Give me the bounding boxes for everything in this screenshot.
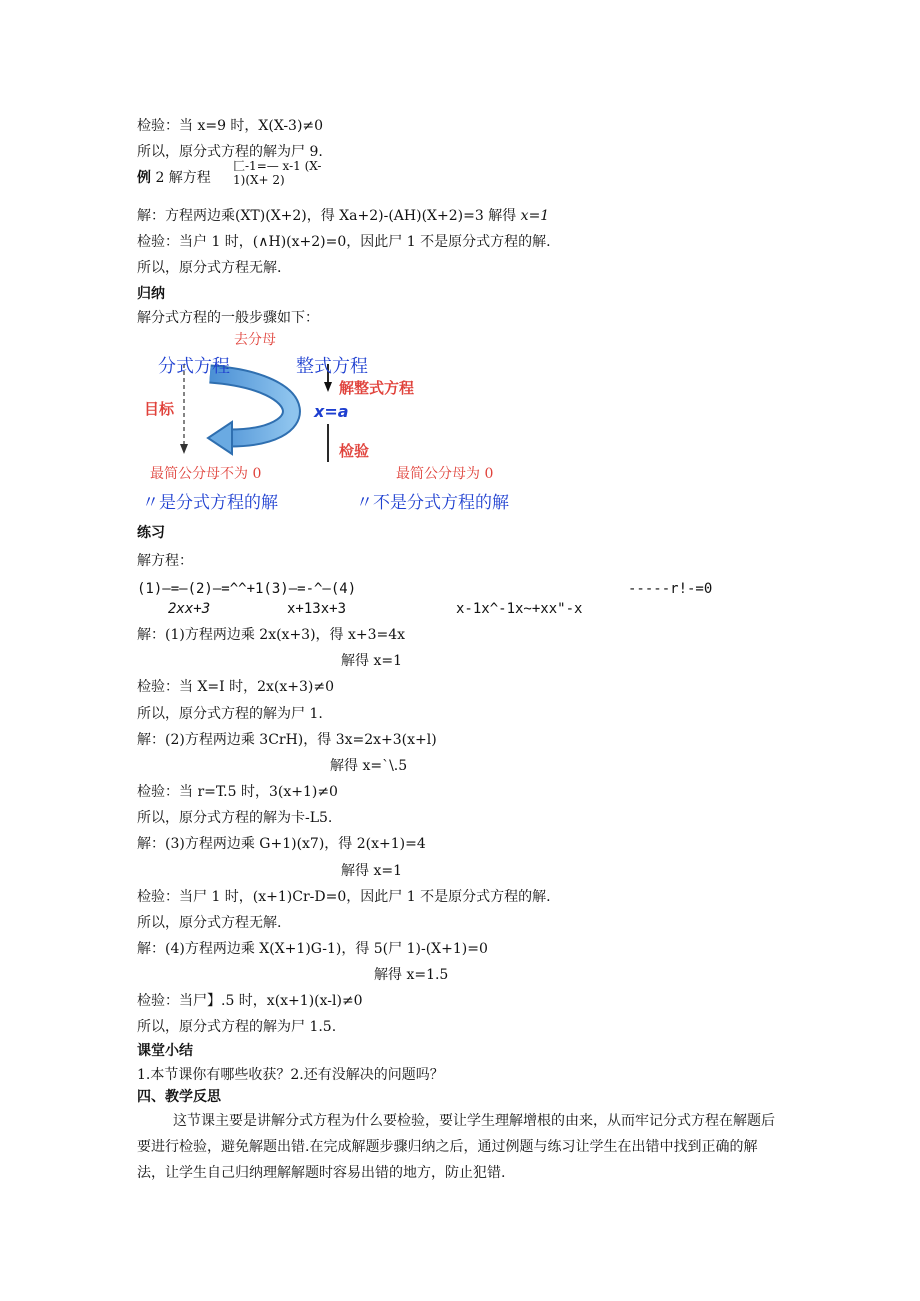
label-fractional-equation: 分式方程 bbox=[158, 356, 230, 377]
reflection-heading: 四、教学反思 bbox=[137, 1089, 221, 1105]
example2-conclusion: 所以，原分式方程无解. bbox=[137, 260, 282, 276]
example2-title bbox=[137, 169, 211, 187]
practice-line: 所以，原分式方程的解为尸 1. bbox=[137, 706, 323, 722]
practice-line: 解得 x=`\.5 bbox=[330, 758, 408, 774]
label-check: 检验 bbox=[339, 442, 370, 460]
class-summary-heading: 课堂小结 bbox=[137, 1043, 193, 1059]
label-not-solution: 〃不是分式方程的解 bbox=[356, 493, 509, 513]
practice-line: 解：(3)方程两边乘 G+1)(x7)，得 2(x+1)=4 bbox=[137, 836, 426, 852]
practice-equations-row: (1)—=—(2)—=^^+1(3)—=-^—(4) bbox=[137, 581, 357, 597]
practice-denominator-1: 2xx+3 bbox=[168, 601, 211, 617]
practice-equation-4-right: -----r!-=0 bbox=[628, 581, 713, 597]
dashed-arrow-left-head bbox=[180, 444, 188, 454]
label-lcd-zero: 最简公分母为 0 bbox=[396, 466, 494, 482]
label-lcd-nonzero: 最简公分母不为 0 bbox=[150, 466, 262, 482]
practice-line: 所以，原分式方程的解为尸 1.5. bbox=[137, 1019, 337, 1035]
practice-denominator-2: x+13x+3 bbox=[287, 601, 347, 617]
example2-label: 例 bbox=[137, 170, 151, 186]
diagram-heading-clip bbox=[154, 352, 368, 377]
practice-line: 解得 x=1.5 bbox=[374, 967, 449, 983]
practice-line: 解：(1)方程两边乘 2x(x+3)，得 x+3=4x bbox=[137, 627, 406, 643]
label-is-solution: 〃是分式方程的解 bbox=[142, 493, 278, 513]
reflection-paragraph: 这节课主要是讲解分式方程为什么要检验，要让学生理解增根的由来，从而牢记分式方程在解题后要进行检验，避免解题出错.在完成解题步骤归纳之后，通过例题与练习让学生在出错中找到正确的解法，让学生自己归纳理解解题时容易出错的地方，防止犯错. bbox=[137, 1113, 775, 1181]
example2-solution-result: x=1 bbox=[520, 208, 550, 224]
solution-line-x9: 所以，原分式方程的解为尸 9. bbox=[137, 144, 323, 160]
practice-line: 解得 x=1 bbox=[341, 863, 402, 879]
practice-line: 解：(4)方程两边乘 X(X+1)G-1)，得 5(尸 1)-(X+1)=0 bbox=[137, 941, 488, 957]
class-summary-text: 1.本节课你有哪些收获？2.还有没解决的问题吗？ bbox=[137, 1067, 444, 1083]
example2-text: 2 解方程 bbox=[151, 170, 211, 186]
curved-arrow-head bbox=[208, 422, 232, 454]
example2-solution bbox=[137, 207, 549, 225]
label-solve-integral: 解整式方程 bbox=[339, 379, 415, 397]
practice-line: 所以，原分式方程的解为卡-L5. bbox=[137, 810, 333, 826]
label-remove-denominator: 去分母 bbox=[234, 332, 276, 348]
label-goal: 目标 bbox=[144, 400, 175, 418]
practice-denominator-3: x-1x^-1x~+xx"-x bbox=[456, 601, 583, 617]
example2-solution-text: 解：方程两边乘(XT)(X+2)，得 Xa+2)-(AH)(X+2)=3 解得 bbox=[137, 208, 521, 224]
label-x-equals-a: x=a bbox=[314, 402, 349, 421]
practice-line: 检验：当尸 1 时，(x+1)Cr-D=0，因此尸 1 不是原分式方程的解. bbox=[137, 889, 551, 905]
practice-line: 检验：当 r=T.5 时，3(x+1)≠0 bbox=[137, 784, 338, 800]
solid-arrow-right-head bbox=[324, 382, 332, 392]
practice-line: 检验：当 X=I 时，2x(x+3)≠0 bbox=[137, 679, 335, 695]
practice-line: 解得 x=1 bbox=[341, 653, 402, 669]
steps-diagram bbox=[140, 326, 560, 516]
example2-fraction-top: 匚-1=— x-1 (X- bbox=[233, 159, 322, 173]
example2-fraction-bottom: 1)(X+ 2) bbox=[233, 173, 285, 187]
practice-heading: 练习 bbox=[137, 525, 165, 541]
check-line-x9: 检验：当 x=9 时，X(X-3)≠0 bbox=[137, 118, 324, 134]
practice-line: 所以，原分式方程无解. bbox=[137, 915, 282, 931]
practice-line: 检验：当尸】.5 时，x(x+1)(x-l)≠0 bbox=[137, 993, 363, 1009]
summary-heading: 归纳 bbox=[137, 286, 165, 302]
summary-intro: 解分式方程的一般步骤如下： bbox=[137, 310, 319, 326]
practice-task: 解方程： bbox=[137, 553, 193, 569]
practice-line: 解：(2)方程两边乘 3CrH)，得 3x=2x+3(x+l) bbox=[137, 732, 437, 748]
example2-check: 检验：当户 1 时，(∧H)(x+2)=0，因此尸 1 不是原分式方程的解. bbox=[137, 234, 551, 250]
label-integral-equation: 整式方程 bbox=[296, 356, 368, 377]
